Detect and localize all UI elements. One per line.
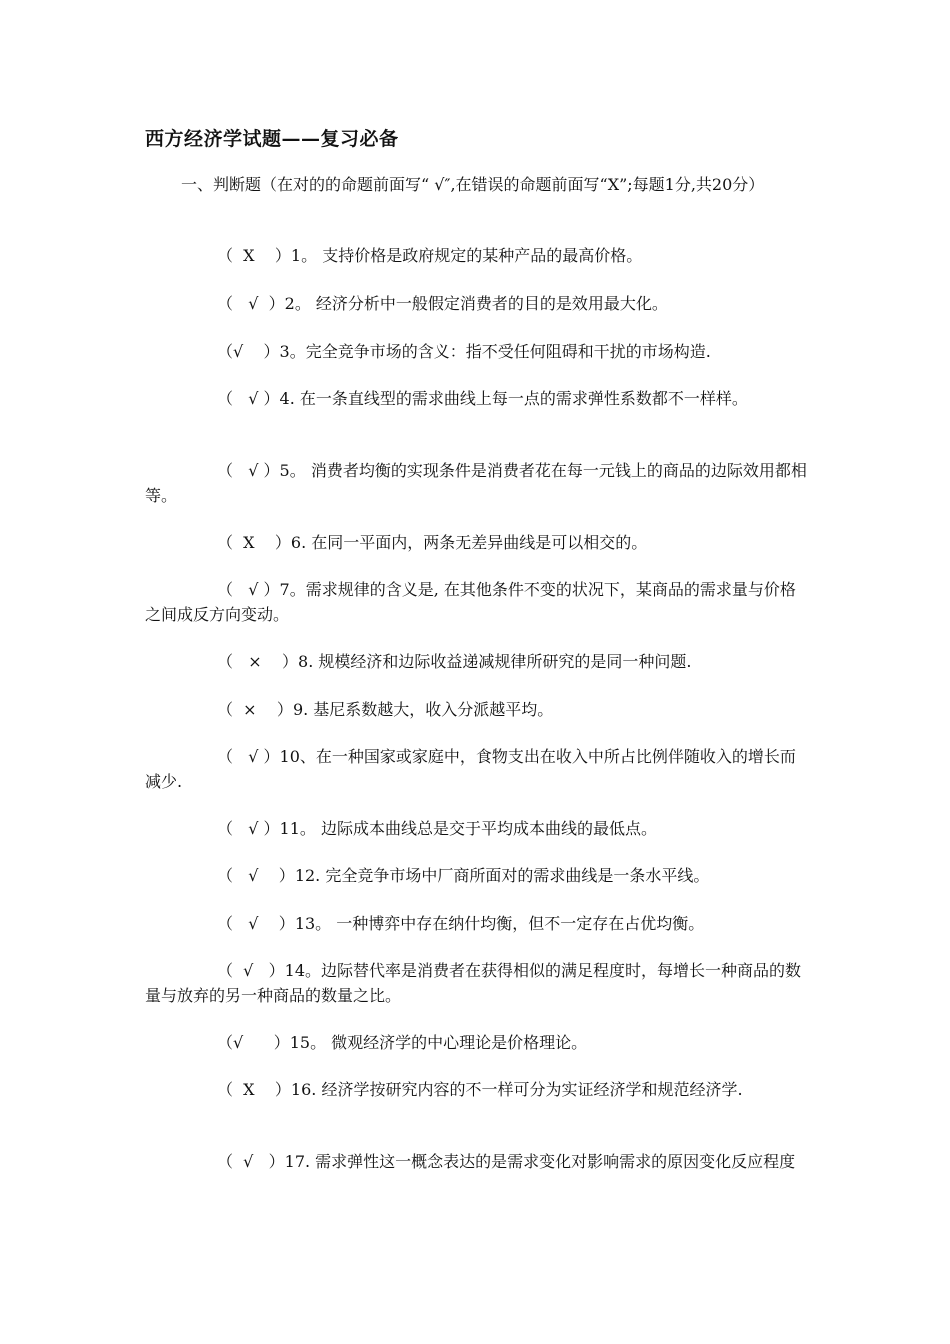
question-item — [145, 243, 810, 268]
question-answer: （√ ） — [217, 342, 280, 361]
question-text: 3。完全竞争市场的含义：指不受任何阻碍和干扰的市场构造. — [279, 342, 711, 361]
question-answer: （ X ） — [217, 246, 291, 265]
question-item — [145, 1030, 810, 1055]
question-answer: （ √ ） — [217, 1152, 285, 1171]
question-answer: （ √ ） — [217, 914, 295, 933]
question-text: 1。 支持价格是政府规定的某种产品的最高价格。 — [290, 246, 643, 265]
question-item — [145, 744, 810, 794]
question-answer: （ √ ） — [217, 866, 295, 885]
question-item — [145, 649, 810, 674]
question-text: 11。 边际成本曲线总是交于平均成本曲线的最低点。 — [279, 819, 657, 838]
question-item — [145, 339, 810, 364]
question-answer: （ √ ） — [217, 461, 280, 480]
question-answer: （ X ） — [217, 1080, 291, 1099]
question-answer: （ X ） — [217, 533, 291, 552]
question-item — [145, 1149, 810, 1174]
question-text: 16. 经济学按研究内容的不一样可分为实证经济学和规范经济学. — [290, 1080, 743, 1099]
question-answer: （ √ ） — [217, 961, 285, 980]
document-title: 西方经济学试题——复习必备 — [145, 128, 399, 150]
question-text: 10、在一种国家或家庭中，食物支出在收入中所占比例伴随收入的增长而减少. — [145, 747, 796, 791]
question-answer: （ √ ） — [217, 389, 280, 408]
question-text: 2。 经济分析中一般假定消费者的目的是效用最大化。 — [284, 294, 668, 313]
question-item — [145, 1077, 810, 1102]
question-text: 5。 消费者均衡的实现条件是消费者花在每一元钱上的商品的边际效用都相等。 — [145, 461, 807, 505]
question-item — [145, 958, 810, 1008]
question-answer: （ × ） — [217, 700, 293, 719]
question-text: 4. 在一条直线型的需求曲线上每一点的需求弹性系数都不一样样。 — [279, 389, 748, 408]
question-text: 9. 基尼系数越大，收入分派越平均。 — [292, 700, 554, 719]
question-item — [145, 530, 810, 555]
question-item — [145, 386, 810, 411]
question-item — [145, 816, 810, 841]
question-answer: （ × ） — [217, 652, 299, 671]
question-item — [145, 458, 810, 508]
question-text: 8. 规模经济和边际收益递减规律所研究的是同一种问题. — [298, 652, 692, 671]
question-answer: （ √ ） — [217, 580, 280, 599]
question-text: 14。边际替代率是消费者在获得相似的满足程度时，每增长一种商品的数量与放弃的另一种商品的数量之比。 — [145, 961, 802, 1005]
question-text: 12. 完全竞争市场中厂商所面对的需求曲线是一条水平线。 — [294, 866, 710, 885]
question-text: 6. 在同一平面内，两条无差异曲线是可以相交的。 — [290, 533, 648, 552]
question-item — [145, 577, 810, 627]
question-text: 7。需求规律的含义是, 在其他条件不变的状况下，某商品的需求量与价格之间成反方向变动。 — [145, 580, 796, 624]
section-heading: 一、判断题（在对的的命题前面写“ √″,在错误的命题前面写“X”;每题1分,共20分） — [181, 175, 765, 194]
question-text: 13。 一种博弈中存在纳什均衡，但不一定存在占优均衡。 — [294, 914, 705, 933]
question-item — [145, 697, 810, 722]
question-answer: （√ ） — [217, 1033, 290, 1052]
question-answer: （ √ ） — [217, 819, 280, 838]
question-item — [145, 863, 810, 888]
question-item — [145, 291, 810, 316]
question-text: 15。 微观经济学的中心理论是价格理论。 — [289, 1033, 588, 1052]
question-answer: （ √ ） — [217, 747, 280, 766]
question-answer: （ √ ） — [217, 294, 285, 313]
question-text: 17. 需求弹性这一概念表达的是需求变化对影响需求的原因变化反应程度 — [284, 1152, 796, 1171]
question-item — [145, 911, 810, 936]
